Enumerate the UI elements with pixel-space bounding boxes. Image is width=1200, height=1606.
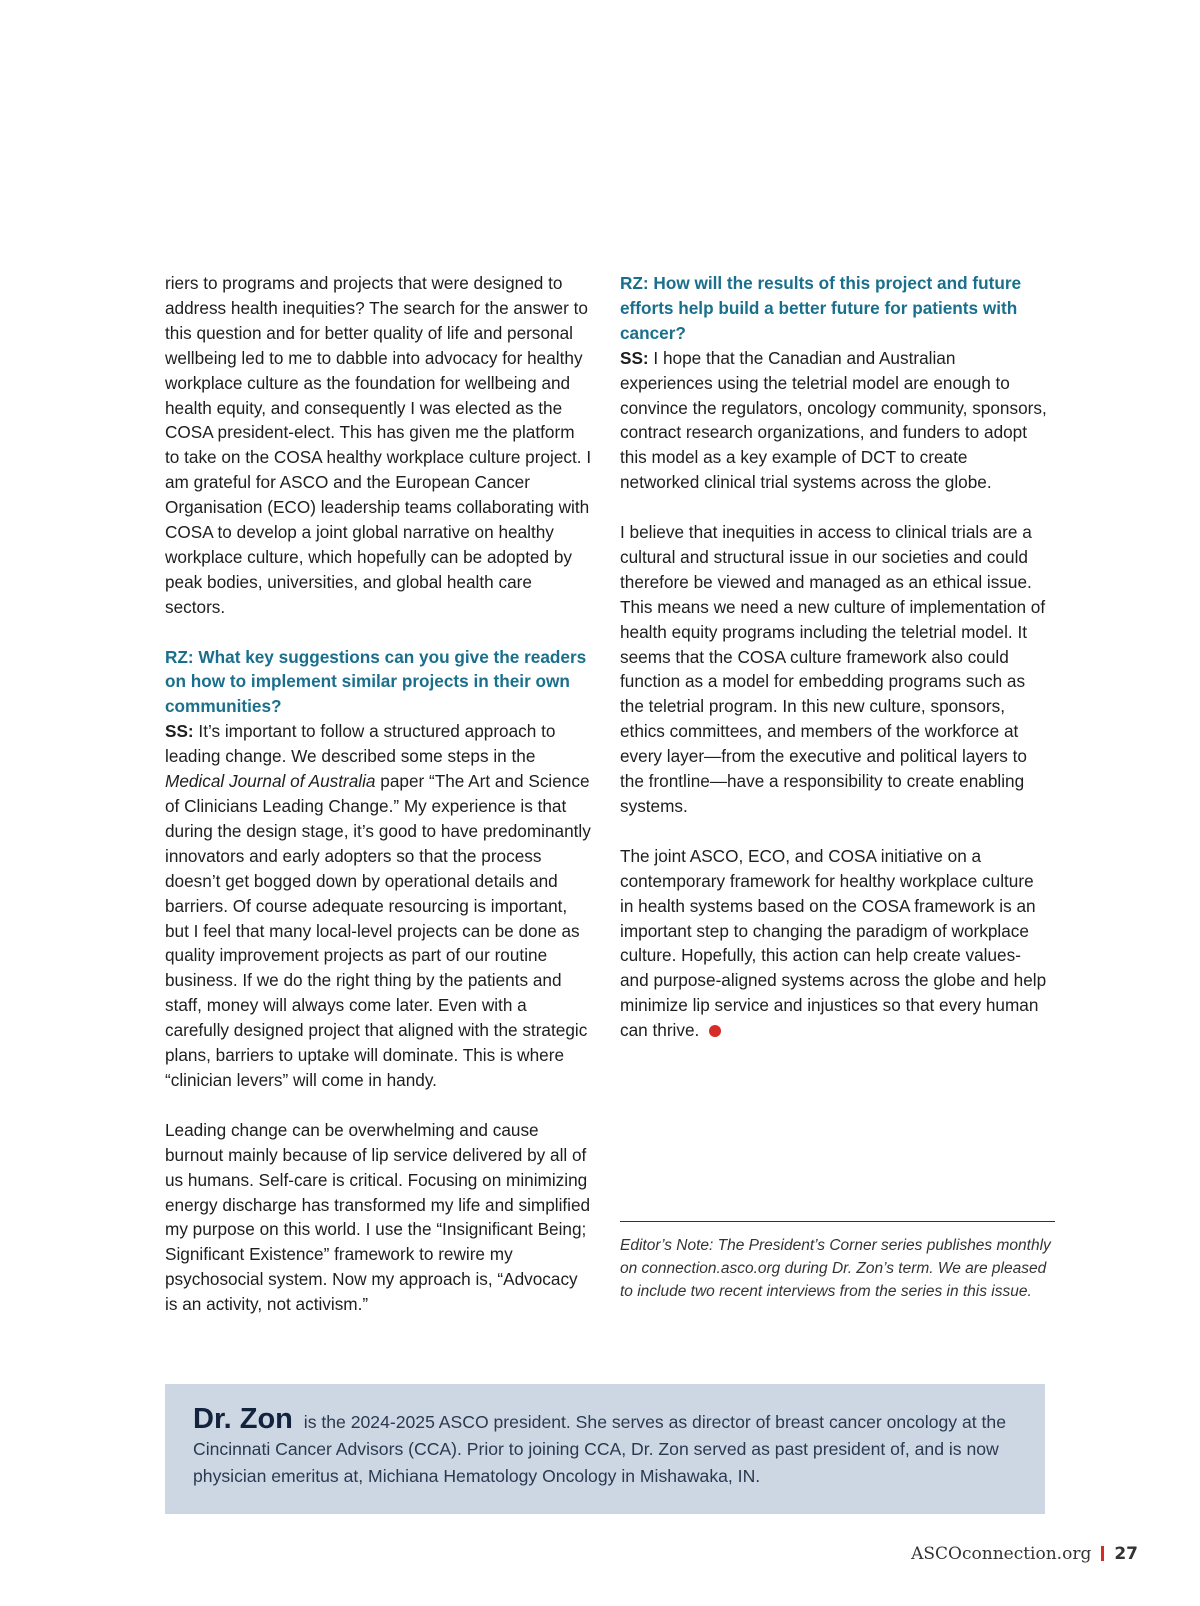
right-column — [620, 271, 1050, 1043]
page-footer — [911, 1544, 1138, 1564]
right-paragraph-3-text: The joint ASCO, ECO, and COSA initiative on a contemporary framework for healthy workplace culture in health systems based on the COSA framework is an important step to changing the paradigm of workplace culture. Hopefully, this action can help create values- and purpose-aligned systems across the globe and help minimize lip service and injustices so that every human can thrive. — [620, 845, 1047, 1041]
footer-divider — [1101, 1546, 1104, 1561]
question-3: RZ: How will the results of this project and future efforts help build a better future for patients with cancer? — [620, 273, 1022, 343]
answer-3 — [620, 346, 1050, 495]
question-2: RZ: What key suggestions can you give the readers on how to implement similar projects in their own communities? — [165, 646, 587, 717]
bio-name: Dr. Zon — [193, 1403, 293, 1435]
author-bio-box — [165, 1384, 1045, 1514]
right-paragraph-3 — [620, 844, 1050, 1043]
speaker-label: SS: — [165, 721, 194, 742]
page-number: 27 — [1114, 1544, 1138, 1564]
left-paragraph-3: Leading change can be overwhelming and cause burnout mainly because of lip service delivered by all of us humans. Self-care is critical. Focusing on minimizing energy discharge has transformed my life and simplified my purpose on this world. I use the “Insignificant Being; Significant Existence” framework to rewire my psychosocial system. Now my approach is, “Advocacy is an activity, not activism.” — [165, 1119, 591, 1315]
left-paragraph-1: riers to programs and projects that were designed to address health inequities? The search for the answer to this question and for better quality of life and personal wellbeing led to me to dabble into advocacy for healthy workplace culture as the foundation for wellbeing and health equity, and consequently I was elected as the COSA president-elect. This has given me the platform to take on the COSA healthy workplace culture project. I am grateful for ASCO and the European Cancer Organisation (ECO) leadership teams collaborating with COSA to develop a joint global narrative on healthy workplace culture, which hopefully can be adopted by peak bodies, universities, and global health care sectors. — [165, 273, 592, 617]
answer-2-text-a: It’s important to follow a structured approach to leading change. We described some steps in the — [165, 721, 556, 767]
answer-2-text-b: paper “The Art and Science of Clinicians Leading Change.” My experience is that during the design stage, it’s good to have predominantly innovators and early adopters so that the process doesn’t get bogged down by operational details and barriers. Of course adequate resourcing is important, but I feel that many local-level projects can be done as quality improvement projects as part of our routine business. If we do the right thing by the patients and staff, money will always come later. Even with a carefully designed project that aligned with the strategic plans, barriers to uptake will dominate. This is where “clinician levers” will come in handy. — [165, 771, 591, 1090]
editor-note: Editor’s Note: The President’s Corner series publishes monthly on connection.asco.org during Dr. Zon’s term. We are pleased to include two recent interviews from the series in this issue. — [620, 1221, 1055, 1303]
journal-title: Medical Journal of Australia — [165, 771, 376, 792]
left-column — [165, 271, 592, 1317]
bio-text: is the 2024-2025 ASCO president. She serves as director of breast cancer oncology at the Cincinnati Cancer Advisors (CCA). Prior to joining CCA, Dr. Zon served as past president of, and is now physician emeritus at, Michiana Hematology Oncology in Mishawaka, IN. — [193, 1412, 1006, 1486]
right-paragraph-2: I believe that inequities in access to clinical trials are a cultural and structural issue in our societies and could therefore be viewed and managed as an ethical issue. This means we need a new culture of implementation of health equity programs including the teletrial model. It seems that the COSA culture framework also could function as a model for embedding programs such as the teletrial program. In this new culture, sponsors, ethics committees, and members of the workforce at every layer—from the executive and political layers to the frontline—have a responsibility to create enabling systems. — [620, 522, 1046, 817]
answer-3-text: I hope that the Canadian and Australian experiences using the teletrial model are enough to convince the regulators, oncology community, sponsors, contract research organizations, and funders to adopt this model as a key example of DCT to create networked clinical trial systems across the globe. — [620, 347, 1047, 493]
footer-site: ASCOconnection.org — [911, 1544, 1092, 1564]
answer-2 — [165, 719, 592, 1093]
end-of-article-icon — [709, 1025, 721, 1037]
speaker-label: SS: — [620, 347, 649, 368]
